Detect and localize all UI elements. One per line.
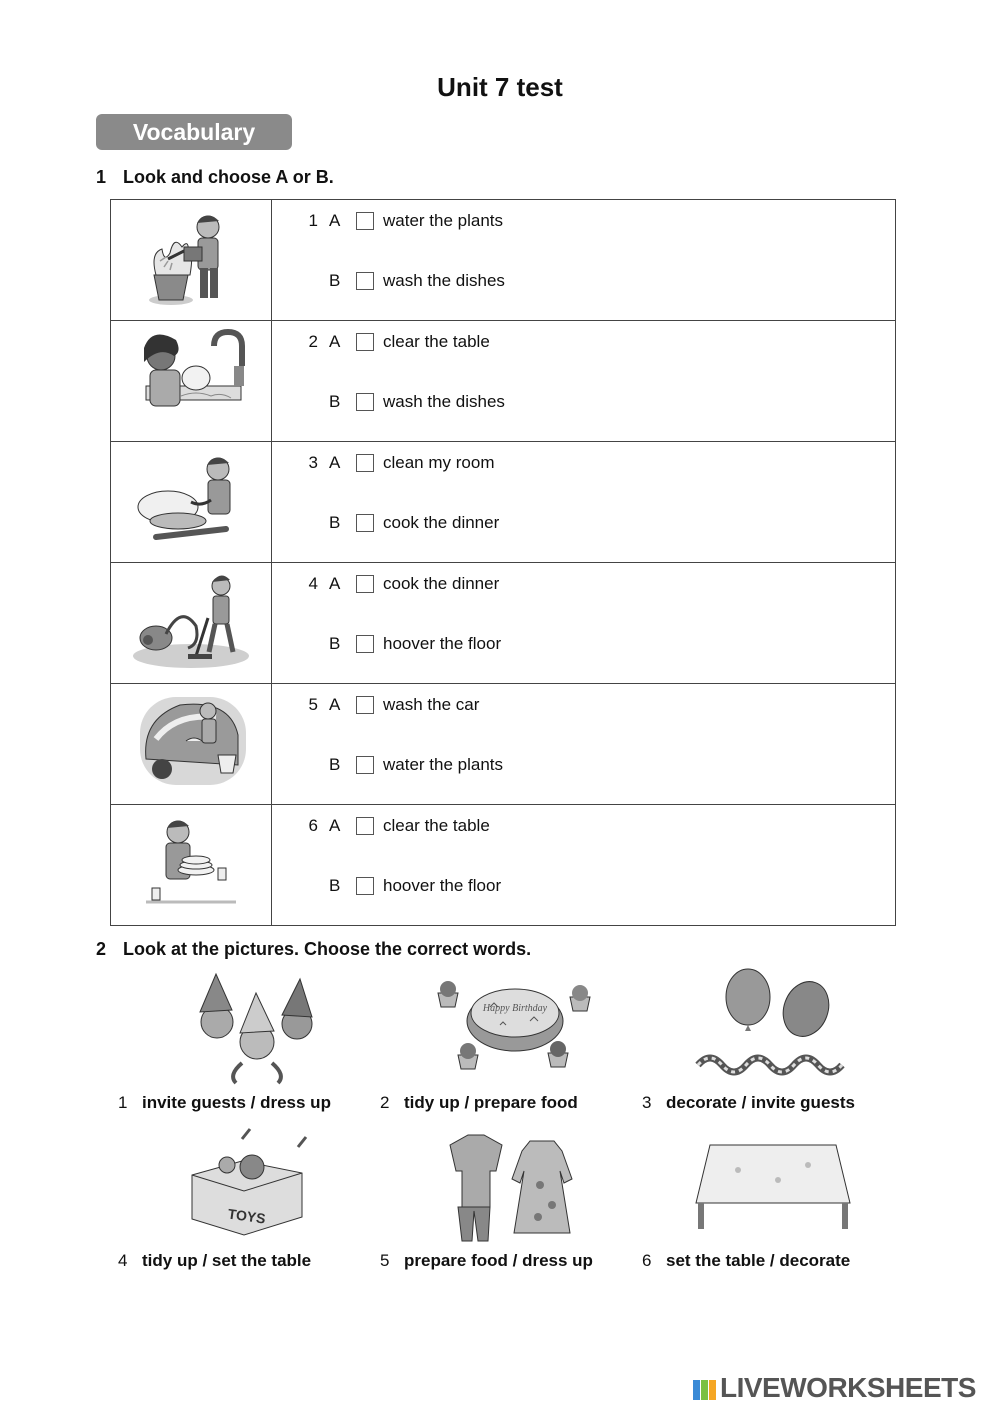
question-picture-cell <box>111 442 272 563</box>
balloons-streamer-picture <box>688 967 858 1087</box>
option-b-text: hoover the floor <box>383 876 502 895</box>
section-badge: Vocabulary <box>96 114 292 150</box>
option-b-text: cook the dinner <box>383 513 500 532</box>
option-letter-a: A <box>329 695 341 714</box>
question-options-cell <box>272 805 896 926</box>
question-number: 1 <box>308 211 318 230</box>
option-a-text: cook the dinner <box>383 574 500 593</box>
boy-cooking-picture <box>126 447 256 552</box>
question-picture-cell <box>111 805 272 926</box>
exercise-instruction: Look at the pictures. Choose the correct words. <box>123 939 532 959</box>
option-a-text: clean my room <box>383 453 495 472</box>
option-letter-b: B <box>329 392 341 411</box>
question-picture-cell <box>111 321 272 442</box>
choice-option-1[interactable]: tidy up <box>404 1093 460 1112</box>
logo-text: LIVEWORKSHEETS <box>720 1372 976 1403</box>
choice-option-1[interactable]: prepare food <box>404 1251 508 1270</box>
question-row <box>111 321 896 442</box>
option-b-checkbox[interactable] <box>356 877 374 895</box>
question-number: 3 <box>308 453 318 472</box>
option-letter-a: A <box>329 332 341 351</box>
option-a <box>272 684 895 744</box>
item-number: 2 <box>380 1093 390 1112</box>
option-a-checkbox[interactable] <box>356 333 374 351</box>
girl-washing-dishes-picture <box>126 326 256 431</box>
question-picture-cell <box>111 684 272 805</box>
choice-item <box>380 1251 593 1271</box>
option-b-checkbox[interactable] <box>356 272 374 290</box>
birthday-cake-cupcakes-picture <box>430 967 600 1087</box>
choice-item <box>118 1251 311 1271</box>
choice-separator: / <box>765 1251 780 1270</box>
item-number: 4 <box>118 1251 128 1270</box>
option-b <box>272 381 895 441</box>
choice-option-2[interactable]: prepare food <box>473 1093 578 1112</box>
question-number: 2 <box>308 332 318 351</box>
option-a-checkbox[interactable] <box>356 696 374 714</box>
choice-option-1[interactable]: decorate <box>666 1093 737 1112</box>
option-a-text: clear the table <box>383 816 490 835</box>
page-title: Unit 7 test <box>437 72 563 102</box>
girl-washing-car-picture <box>126 689 256 794</box>
question-row <box>111 563 896 684</box>
choice-item <box>642 1093 855 1113</box>
item-number: 1 <box>118 1093 128 1112</box>
exercise-instruction: Look and choose A or B. <box>123 167 334 187</box>
choice-option-2[interactable]: decorate <box>779 1251 851 1270</box>
exercise-number: 2 <box>96 939 107 959</box>
question-options-cell <box>272 442 896 563</box>
choice-option-1[interactable]: invite guests <box>142 1093 246 1112</box>
question-row <box>111 684 896 805</box>
choice-separator: / <box>197 1251 212 1270</box>
boy-watering-plants-picture <box>126 205 256 310</box>
option-letter-a: A <box>329 816 341 835</box>
option-a <box>272 321 895 381</box>
choice-option-1[interactable]: tidy up <box>142 1251 198 1270</box>
question-options-cell <box>272 321 896 442</box>
question-options-cell <box>272 563 896 684</box>
box-text: TOYS <box>226 1205 267 1227</box>
option-a-checkbox[interactable] <box>356 454 374 472</box>
option-a-checkbox[interactable] <box>356 575 374 593</box>
choice-option-2[interactable]: dress up <box>260 1093 331 1112</box>
option-b-checkbox[interactable] <box>356 393 374 411</box>
option-a-text: water the plants <box>383 211 504 230</box>
option-letter-b: B <box>329 634 341 653</box>
option-letter-a: A <box>329 453 341 472</box>
question-row <box>111 805 896 926</box>
exercise-1-heading <box>96 167 334 188</box>
option-letter-a: A <box>329 574 341 593</box>
question-picture-cell <box>111 200 272 321</box>
question-picture-cell <box>111 563 272 684</box>
option-letter-b: B <box>329 513 341 532</box>
logo-mark-icon <box>692 1377 718 1403</box>
table-with-cloth-picture <box>688 1125 858 1245</box>
option-b-text: wash the dishes <box>383 392 505 411</box>
option-b-checkbox[interactable] <box>356 514 374 532</box>
choice-separator: / <box>245 1093 261 1112</box>
option-b <box>272 744 895 804</box>
children-party-hats-picture <box>172 967 342 1087</box>
choice-separator: / <box>459 1093 474 1112</box>
question-row <box>111 200 896 321</box>
option-a <box>272 563 895 623</box>
question-options-cell <box>272 200 896 321</box>
option-a <box>272 200 895 260</box>
exercise-1-table <box>110 199 896 926</box>
option-a <box>272 805 895 865</box>
option-b-checkbox[interactable] <box>356 756 374 774</box>
question-number: 6 <box>308 816 318 835</box>
option-a-checkbox[interactable] <box>356 212 374 230</box>
question-row <box>111 442 896 563</box>
option-letter-b: B <box>329 876 341 895</box>
choice-separator: / <box>736 1093 752 1112</box>
liveworksheets-logo <box>692 1372 976 1408</box>
option-b-text: water the plants <box>383 755 504 774</box>
option-b-text: wash the dishes <box>383 271 505 290</box>
item-number: 6 <box>642 1251 652 1270</box>
choice-separator: / <box>507 1251 523 1270</box>
choice-option-2[interactable]: set the table <box>211 1251 312 1270</box>
exercise-number: 1 <box>96 167 107 187</box>
option-b <box>272 623 895 683</box>
option-b <box>272 865 895 925</box>
option-letter-b: B <box>329 755 341 774</box>
cake-text: Happy Birthday <box>482 1003 548 1014</box>
clothes-picture <box>430 1125 600 1245</box>
boy-hoovering-picture <box>126 568 256 673</box>
option-b-text: hoover the floor <box>383 634 502 653</box>
choice-option-2[interactable]: invite guests <box>751 1093 855 1112</box>
choice-item <box>642 1251 850 1271</box>
question-number: 4 <box>308 574 318 593</box>
option-a-checkbox[interactable] <box>356 817 374 835</box>
question-number: 5 <box>308 695 318 714</box>
option-b <box>272 260 895 320</box>
exercise-2-heading <box>96 939 531 960</box>
option-a-text: clear the table <box>383 332 490 351</box>
option-b <box>272 502 895 562</box>
item-number: 3 <box>642 1093 652 1112</box>
toy-box-picture <box>172 1125 342 1245</box>
boy-clearing-table-picture <box>126 810 256 915</box>
option-a <box>272 442 895 502</box>
option-letter-b: B <box>329 271 341 290</box>
choice-option-1[interactable]: set the table <box>666 1251 766 1270</box>
choice-option-2[interactable]: dress up <box>522 1251 593 1270</box>
choice-item <box>118 1093 331 1113</box>
question-options-cell <box>272 684 896 805</box>
option-a-text: wash the car <box>383 695 480 714</box>
option-letter-a: A <box>329 211 341 230</box>
item-number: 5 <box>380 1251 390 1270</box>
option-b-checkbox[interactable] <box>356 635 374 653</box>
choice-item <box>380 1093 578 1113</box>
